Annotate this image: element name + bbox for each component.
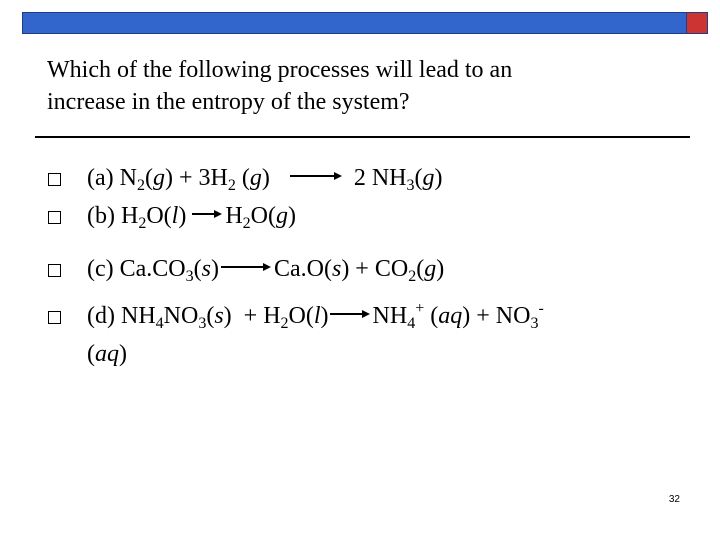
reaction-arrow-icon xyxy=(221,263,271,271)
page-number: 32 xyxy=(668,494,680,505)
reaction-arrow-icon xyxy=(290,172,342,180)
question-line-2: increase in the entropy of the system? xyxy=(47,89,410,115)
option-d-continuation: (aq) xyxy=(87,341,127,367)
option-b: (b) $H_2O(l)$ $H_2O(g)$ xyxy=(87,203,296,232)
reaction-arrow-icon xyxy=(330,310,370,318)
reaction-arrow-icon xyxy=(192,210,222,218)
option-d: (d) $NH_4NO_3(s) + H_2O(l)$ $NH_4^+$ $(aq) + NO_3^-$ xyxy=(87,300,544,332)
bullet-square-icon xyxy=(48,173,61,186)
top-banner-bar xyxy=(22,12,708,34)
option-c: (c) $Ca.CO_3(s) Ca.O(s) + CO_2(g)$ xyxy=(87,256,445,285)
bullet-square-icon xyxy=(48,211,61,224)
option-a: (a) $N_2(g) + 3H_2$ (g) 2 $NH_3(g)$ xyxy=(87,165,443,194)
title-divider xyxy=(35,136,690,138)
question-line-1: Which of the following processes will lead to an xyxy=(47,57,513,83)
banner-accent-square xyxy=(686,13,707,33)
question-text xyxy=(47,54,667,118)
bullet-square-icon xyxy=(48,311,61,324)
bullet-square-icon xyxy=(48,264,61,277)
